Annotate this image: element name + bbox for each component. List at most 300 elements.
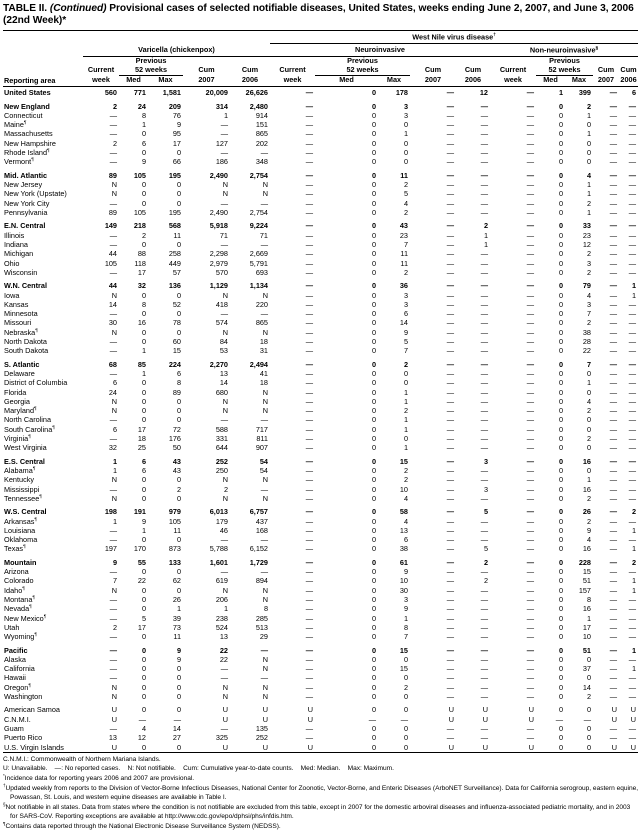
- reporting-area-cell: American Samoa: [4, 705, 60, 715]
- value-cell: U: [448, 714, 454, 724]
- value-cell: 0: [558, 654, 563, 664]
- value-cell: —: [446, 258, 454, 268]
- value-cell: —: [526, 585, 534, 595]
- state-row: [3, 444, 638, 453]
- value-cell: 513: [255, 622, 268, 632]
- value-cell: 0: [371, 516, 376, 526]
- value-cell: 6,757: [249, 507, 268, 517]
- value-cell: U: [111, 742, 117, 752]
- value-cell: 0: [176, 705, 181, 715]
- value-cell: —: [609, 267, 617, 277]
- value-cell: 0: [141, 493, 146, 503]
- value-cell: 0: [558, 249, 563, 259]
- value-cell: —: [526, 309, 534, 319]
- value-cell: 0: [141, 327, 146, 337]
- state-row: [3, 665, 638, 674]
- value-cell: —: [628, 336, 637, 346]
- value-cell: 0: [558, 406, 563, 416]
- value-cell: 0: [176, 148, 181, 158]
- value-cell: —: [446, 433, 454, 443]
- value-cell: N: [111, 406, 117, 416]
- state-row: [3, 259, 638, 268]
- value-cell: 9: [176, 120, 181, 130]
- value-cell: —: [446, 604, 454, 614]
- state-row: [3, 526, 638, 535]
- value-cell: —: [260, 415, 268, 425]
- value-cell: 0: [141, 198, 146, 208]
- value-cell: —: [628, 378, 637, 388]
- value-cell: —: [609, 525, 617, 535]
- value-cell: —: [628, 309, 637, 319]
- value-cell: 2,979: [209, 258, 228, 268]
- value-cell: —: [628, 604, 637, 614]
- value-cell: 16: [582, 484, 591, 494]
- value-cell: N: [262, 396, 268, 406]
- value-cell: 0: [558, 622, 563, 632]
- value-cell: —: [305, 327, 313, 337]
- value-cell: —: [446, 415, 454, 425]
- value-cell: —: [609, 290, 617, 300]
- value-cell: —: [526, 692, 534, 702]
- col-header-cum-2006: 2006: [456, 76, 490, 87]
- value-cell: —: [305, 230, 313, 240]
- value-cell: 0: [558, 443, 563, 453]
- value-cell: 979: [168, 507, 181, 517]
- value-cell: 0: [141, 415, 146, 425]
- value-cell: —: [609, 258, 617, 268]
- value-cell: —: [109, 664, 117, 674]
- value-cell: 0: [558, 138, 563, 148]
- col-header-cum-2007: Cum: [597, 65, 615, 75]
- value-cell: —: [609, 576, 617, 586]
- value-cell: 3: [483, 484, 488, 494]
- value-cell: 1: [141, 346, 146, 356]
- reporting-area-cell: South Dakota: [4, 346, 49, 356]
- value-cell: —: [109, 645, 117, 655]
- reporting-area-cell: U.S. Virgin Islands: [4, 742, 64, 752]
- value-cell: —: [446, 654, 454, 664]
- value-cell: —: [628, 180, 637, 190]
- value-cell: 2: [632, 557, 637, 567]
- region-row: [3, 222, 638, 231]
- value-cell: —: [526, 456, 534, 466]
- value-cell: 1: [558, 88, 563, 98]
- value-cell: 2: [586, 267, 591, 277]
- value-cell: —: [628, 267, 637, 277]
- value-cell: —: [446, 267, 454, 277]
- value-cell: —: [305, 724, 313, 734]
- reporting-area-cell: E.S. Central: [4, 456, 45, 466]
- value-cell: 0: [141, 585, 146, 595]
- value-cell: 89: [172, 387, 181, 397]
- value-cell: 2: [403, 465, 408, 475]
- value-cell: 68: [108, 359, 117, 369]
- value-cell: 0: [586, 424, 591, 434]
- value-cell: —: [628, 318, 637, 328]
- value-cell: 0: [371, 664, 376, 674]
- value-cell: 20,009: [205, 88, 228, 98]
- value-cell: —: [480, 198, 488, 208]
- value-cell: 437: [255, 516, 268, 526]
- value-cell: 31: [259, 346, 268, 356]
- value-cell: 0: [371, 189, 376, 199]
- value-cell: —: [480, 327, 488, 337]
- value-cell: 0: [558, 516, 563, 526]
- varicella-group-header: Varicella (chickenpox): [83, 44, 270, 57]
- value-cell: 186: [215, 157, 228, 167]
- value-cell: 0: [558, 475, 563, 485]
- value-cell: N: [262, 387, 268, 397]
- value-cell: 14: [172, 724, 181, 734]
- value-cell: 0: [558, 318, 563, 328]
- value-cell: 7: [586, 359, 591, 369]
- value-cell: 1,601: [209, 557, 228, 567]
- value-cell: —: [609, 507, 617, 517]
- value-cell: 228: [578, 557, 591, 567]
- value-cell: 105: [133, 170, 146, 180]
- value-cell: —: [609, 346, 617, 356]
- value-cell: 6: [141, 138, 146, 148]
- value-cell: 2,490: [209, 170, 228, 180]
- value-cell: N: [222, 692, 228, 702]
- value-cell: 7: [403, 239, 408, 249]
- value-cell: U: [482, 705, 488, 715]
- value-cell: —: [609, 645, 617, 655]
- reporting-area-cell: Pacific: [4, 645, 28, 655]
- table-header: [3, 31, 638, 87]
- value-cell: 0: [586, 742, 591, 752]
- value-cell: —: [109, 535, 117, 545]
- value-cell: 348: [255, 157, 268, 167]
- col-header-current-week: Current: [279, 65, 306, 75]
- value-cell: N: [111, 585, 117, 595]
- value-cell: 588: [215, 424, 228, 434]
- value-cell: —: [609, 230, 617, 240]
- value-cell: 13: [219, 632, 228, 642]
- value-cell: 50: [172, 443, 181, 453]
- value-cell: —: [305, 525, 313, 535]
- value-cell: 17: [582, 622, 591, 632]
- reporting-area-cell: Arizona: [4, 567, 29, 577]
- value-cell: 568: [168, 221, 181, 231]
- value-cell: 2: [483, 576, 488, 586]
- value-cell: —: [305, 632, 313, 642]
- reporting-area-cell: North Dakota: [4, 336, 47, 346]
- value-cell: 95: [172, 129, 181, 139]
- value-cell: 71: [219, 230, 228, 240]
- value-cell: —: [305, 290, 313, 300]
- value-cell: U: [262, 705, 268, 715]
- value-cell: —: [526, 290, 534, 300]
- reporting-area-cell: Louisiana: [4, 525, 36, 535]
- state-row: [3, 655, 638, 664]
- value-cell: 0: [141, 654, 146, 664]
- reporting-area-cell: West Virginia: [4, 443, 47, 453]
- value-cell: —: [609, 456, 617, 466]
- value-cell: —: [526, 622, 534, 632]
- value-cell: —: [446, 465, 454, 475]
- value-cell: —: [526, 88, 534, 98]
- value-cell: 8: [176, 378, 181, 388]
- value-cell: —: [526, 207, 534, 217]
- state-row: [3, 706, 638, 715]
- value-cell: —: [628, 198, 637, 208]
- value-cell: —: [609, 249, 617, 259]
- value-cell: N: [111, 396, 117, 406]
- state-row: [3, 517, 638, 526]
- value-cell: 41: [259, 368, 268, 378]
- value-cell: 0: [141, 336, 146, 346]
- value-cell: 79: [582, 281, 591, 291]
- value-cell: N: [111, 327, 117, 337]
- value-cell: —: [305, 120, 313, 130]
- value-cell: —: [305, 664, 313, 674]
- value-cell: 224: [168, 359, 181, 369]
- value-cell: —: [609, 239, 617, 249]
- value-cell: —: [305, 613, 313, 623]
- reporting-area-cell: Oregon¶: [4, 682, 31, 692]
- value-cell: U: [111, 714, 117, 724]
- value-cell: 0: [371, 327, 376, 337]
- non-neuroinvasive-group-header: Non-neuroinvasive§: [490, 44, 638, 57]
- state-row: [3, 623, 638, 632]
- value-cell: —: [220, 664, 228, 674]
- value-cell: 0: [176, 415, 181, 425]
- value-cell: —: [628, 148, 637, 158]
- value-cell: 1: [403, 613, 408, 623]
- value-cell: —: [480, 148, 488, 158]
- value-cell: 220: [255, 299, 268, 309]
- value-cell: N: [222, 585, 228, 595]
- value-cell: 0: [586, 138, 591, 148]
- value-cell: 0: [403, 368, 408, 378]
- value-cell: 0: [586, 415, 591, 425]
- value-cell: 0: [558, 724, 563, 734]
- value-cell: 30: [399, 585, 408, 595]
- value-cell: —: [526, 567, 534, 577]
- value-cell: —: [480, 368, 488, 378]
- value-cell: —: [628, 484, 637, 494]
- value-cell: 0: [176, 396, 181, 406]
- value-cell: 8: [403, 622, 408, 632]
- value-cell: —: [446, 198, 454, 208]
- value-cell: 0: [141, 148, 146, 158]
- value-cell: U: [262, 742, 268, 752]
- value-cell: 9: [586, 525, 591, 535]
- value-cell: 89: [108, 207, 117, 217]
- value-cell: —: [526, 493, 534, 503]
- value-cell: 24: [108, 387, 117, 397]
- value-cell: —: [305, 424, 313, 434]
- value-cell: —: [260, 148, 268, 158]
- value-cell: —: [305, 682, 313, 692]
- value-cell: —: [305, 221, 313, 231]
- value-cell: 2: [403, 406, 408, 416]
- value-cell: 9: [403, 604, 408, 614]
- state-row: [3, 434, 638, 443]
- value-cell: 18: [259, 378, 268, 388]
- reporting-area-cell: New Mexico¶: [4, 613, 47, 623]
- value-cell: 1: [632, 576, 637, 586]
- value-cell: 151: [255, 120, 268, 130]
- value-cell: 0: [141, 604, 146, 614]
- reporting-area-cell: Ohio: [4, 258, 20, 268]
- value-cell: 1: [632, 664, 637, 674]
- value-cell: 0: [141, 378, 146, 388]
- value-cell: 0: [176, 309, 181, 319]
- value-cell: —: [446, 129, 454, 139]
- value-cell: 0: [371, 207, 376, 217]
- value-cell: —: [609, 622, 617, 632]
- value-cell: 0: [558, 336, 563, 346]
- value-cell: —: [305, 673, 313, 683]
- value-cell: —: [260, 645, 268, 655]
- state-row: [3, 347, 638, 356]
- value-cell: 22: [137, 576, 146, 586]
- value-cell: 0: [371, 129, 376, 139]
- value-cell: 1: [586, 110, 591, 120]
- state-row: [3, 683, 638, 692]
- state-row: [3, 416, 638, 425]
- value-cell: 22: [219, 654, 228, 664]
- reporting-area-cell: Arkansas¶: [4, 516, 37, 526]
- reporting-area-cell: Montana¶: [4, 595, 35, 605]
- value-cell: —: [446, 525, 454, 535]
- value-cell: —: [446, 170, 454, 180]
- value-cell: —: [109, 673, 117, 683]
- value-cell: 0: [558, 368, 563, 378]
- col-header-cum-2006: Cum: [620, 65, 637, 75]
- value-cell: 0: [403, 654, 408, 664]
- value-cell: —: [526, 249, 534, 259]
- value-cell: N: [262, 180, 268, 190]
- value-cell: —: [609, 632, 617, 642]
- value-cell: —: [446, 557, 454, 567]
- value-cell: 0: [141, 475, 146, 485]
- value-cell: 0: [558, 198, 563, 208]
- value-cell: N: [222, 189, 228, 199]
- value-cell: 0: [558, 682, 563, 692]
- value-cell: —: [628, 443, 637, 453]
- value-cell: —: [628, 632, 637, 642]
- value-cell: —: [628, 424, 637, 434]
- value-cell: —: [628, 724, 637, 734]
- value-cell: —: [628, 368, 637, 378]
- value-cell: —: [526, 281, 534, 291]
- value-cell: —: [526, 604, 534, 614]
- value-cell: 644: [215, 443, 228, 453]
- value-cell: 5: [141, 613, 146, 623]
- value-cell: 1,129: [209, 281, 228, 291]
- value-cell: 0: [403, 742, 408, 752]
- value-cell: 38: [582, 327, 591, 337]
- value-cell: 3: [403, 299, 408, 309]
- value-cell: 1: [403, 424, 408, 434]
- value-cell: U: [307, 705, 313, 715]
- value-cell: —: [609, 406, 617, 416]
- col-header-cum-2007: 2007: [410, 76, 456, 87]
- state-row: [3, 121, 638, 130]
- value-cell: —: [526, 724, 534, 734]
- value-cell: 0: [141, 129, 146, 139]
- value-cell: —: [609, 673, 617, 683]
- value-cell: —: [609, 129, 617, 139]
- value-cell: —: [480, 632, 488, 642]
- value-cell: 157: [578, 585, 591, 595]
- value-cell: 0: [371, 309, 376, 319]
- value-cell: —: [609, 604, 617, 614]
- value-cell: —: [480, 673, 488, 683]
- value-cell: —: [628, 157, 637, 167]
- value-cell: 12: [582, 239, 591, 249]
- value-cell: 52: [172, 299, 181, 309]
- value-cell: —: [526, 299, 534, 309]
- value-cell: 133: [168, 557, 181, 567]
- value-cell: 0: [558, 180, 563, 190]
- reporting-area-cell: Virginia¶: [4, 433, 31, 443]
- value-cell: 44: [108, 249, 117, 259]
- value-cell: N: [222, 406, 228, 416]
- col-header-max: Max: [148, 76, 183, 87]
- value-cell: —: [609, 557, 617, 567]
- value-cell: —: [480, 406, 488, 416]
- value-cell: —: [526, 336, 534, 346]
- value-cell: —: [446, 346, 454, 356]
- value-cell: —: [305, 180, 313, 190]
- value-cell: 5,791: [249, 258, 268, 268]
- value-cell: 0: [371, 705, 376, 715]
- value-cell: 2,494: [249, 359, 268, 369]
- value-cell: 0: [371, 396, 376, 406]
- value-cell: U: [611, 705, 617, 715]
- value-cell: U: [630, 705, 637, 715]
- value-cell: —: [446, 406, 454, 416]
- value-cell: 1: [176, 604, 181, 614]
- value-cell: N: [262, 585, 268, 595]
- value-cell: U: [611, 714, 617, 724]
- value-cell: 16: [582, 544, 591, 554]
- value-cell: —: [526, 576, 534, 586]
- value-cell: 2: [403, 207, 408, 217]
- state-row: [3, 250, 638, 259]
- value-cell: —: [628, 654, 637, 664]
- value-cell: —: [480, 110, 488, 120]
- value-cell: 3: [403, 101, 408, 111]
- value-cell: —: [400, 714, 408, 724]
- state-row: [3, 309, 638, 318]
- state-row: [3, 180, 638, 189]
- reporting-area-cell: New Jersey: [4, 180, 43, 190]
- value-cell: 61: [399, 557, 408, 567]
- value-cell: 0: [371, 557, 376, 567]
- value-cell: —: [628, 433, 637, 443]
- value-cell: 1: [586, 475, 591, 485]
- value-cell: 85: [137, 359, 146, 369]
- value-cell: 0: [371, 406, 376, 416]
- value-cell: 0: [558, 585, 563, 595]
- value-cell: —: [609, 221, 617, 231]
- value-cell: 693: [255, 267, 268, 277]
- value-cell: 0: [586, 148, 591, 158]
- value-cell: U: [448, 705, 454, 715]
- value-cell: 1: [141, 120, 146, 130]
- value-cell: 11: [173, 230, 181, 240]
- value-cell: 1: [141, 368, 146, 378]
- value-cell: —: [526, 129, 534, 139]
- previous-52wk-header: 52 weeks: [119, 66, 183, 76]
- value-cell: 15: [582, 567, 591, 577]
- value-cell: 0: [141, 595, 146, 605]
